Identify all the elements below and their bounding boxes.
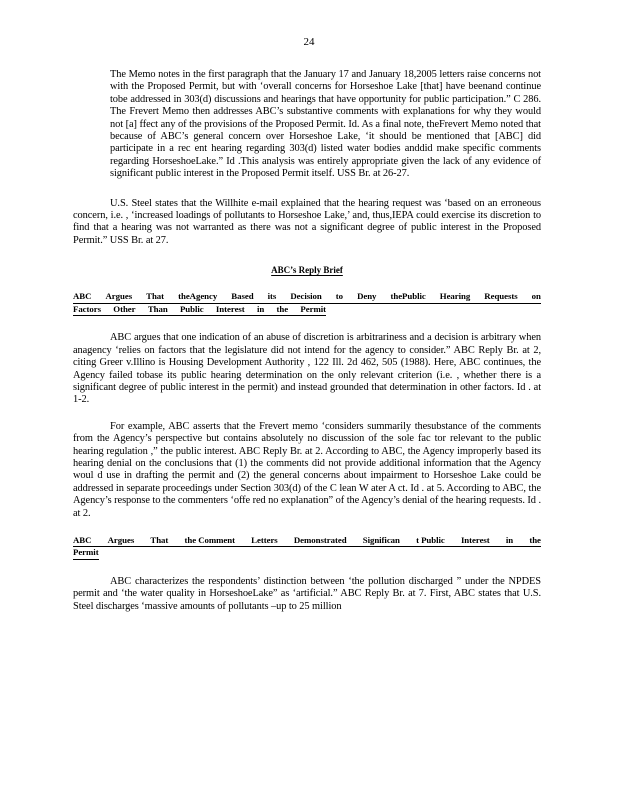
characterizes-paragraph: ABC characterizes the respondents’ distinction between ‘the pollution discharged ” under the NPDES permit and ‘the water quality in HorseshoeLake” as ‘artificial.” ABC Reply Br. at 7. First, ABC states that U.S. Steel discharges ‘massive amounts of pollutants –up to 25 million	[73, 575, 541, 612]
abc-argues-paragraph: ABC argues that one indication of an abuse of discretion is arbitrariness and a decision is arbitrary when anagency ‘relies on factors that the legislature did not intend for the agency to consider.” ABC Reply Br. at 2, citing Greer v.Illino is Housing Development Authority , 122 Ill. 2d 462, 505 (1988). Here, ABC continues, the Agency failed tobase its public hearing determination on the only relevant criterion (i.e. , whether there is a significant degree of public interest in the permit) and instead grounded that determination in other factors. Id . at 1-2.	[73, 332, 541, 406]
agency-decision-heading-line-2: Factors Other Than Public Interest in the Permit	[73, 304, 326, 317]
page-content	[73, 69, 541, 613]
uss-steel-paragraph: U.S. Steel states that the Willhite e-mail explained that the hearing request was ‘based on an erroneous concern, i.e. , ‘increased loadings of pollutants to Horseshoe Lake,’ and, thus,IEPA could exercise its discretion to find that a hearing was not warranted as there was not a significant degree of public interest in the Proposed Permit.” USS Br. at 27.	[73, 197, 541, 246]
memo-quote-block: The Memo notes in the first paragraph that the January 17 and January 18,2005 letters raise concerns not with the Proposed Permit, but with ‘overall concerns for Horseshoe Lake [that] have beenand continue tobe addressed in 303(d) discussions and hearings that have opportunity for public participation.” C 286. The Frevert Memo then addresses ABC’s substantive comments with explanations for why they would not [a] ffect any of the provisions of the Proposed Permit. Id. As a final note, theFrevert Memo noted that because of ABC’s general concern over Horseshoe Lake, ‘it should be mentioned that [ABC] did participate in a rec ent hearing regarding 303(d) listed water bodies anddid make specific comments regarding HorseshoeLake.” Id .This analysis was entirely appropriate given the lack of any evidence of significant public interest in the Proposed Permit itself. USS Br. at 26-27.	[110, 69, 541, 180]
reply-brief-heading: ABC’s Reply Brief	[271, 265, 343, 276]
example-paragraph: For example, ABC asserts that the Frevert memo ‘considers summarily thesubstance of the comments from the Agency’s perspective but contains absolutely no discussion of the sole fac tor relevant to the public hearing regulation ,” the public interest. ABC Reply Br. at 2. According to ABC, the Agency improperly based its hearing denial on the conclusions that (1) the comments did not provide additional information that the Agency woul d use in drafting the permit and (2) the general concerns about impairment to Horseshoe Lake could be addressed in separate proceedings under Section 303(d) of the C lean W ater A ct. Id . at 5. According to ABC, the Agency’s response to the commenters ‘offe red no explanation” of the Agency’s denial of the hearing requests. Id . at 2.	[73, 420, 541, 519]
comment-letters-heading-line-1: ABC Argues That the Comment Letters Demonstrated Significan t Public Interest in the	[73, 535, 541, 548]
comment-letters-heading	[73, 535, 541, 560]
agency-decision-heading-line-1: ABC Argues That theAgency Based its Decision to Deny thePublic Hearing Requests on	[73, 291, 541, 304]
page-number: 24	[303, 36, 315, 48]
comment-letters-heading-line-2: Permit	[73, 547, 99, 560]
agency-decision-heading	[73, 291, 541, 316]
